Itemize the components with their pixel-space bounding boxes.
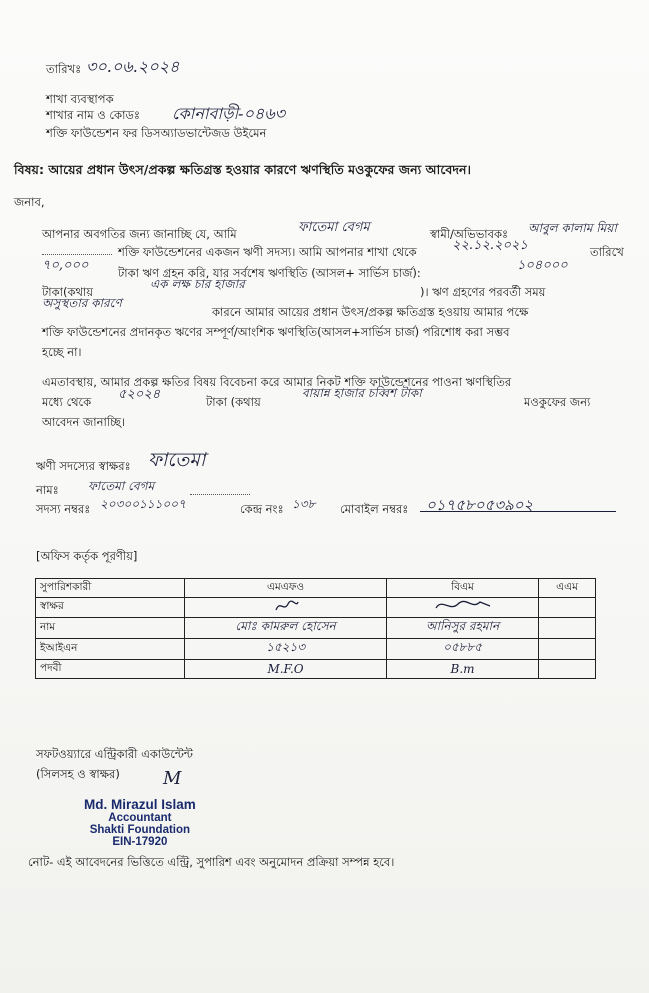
member-name-value: ফাতেমা বেগম xyxy=(88,479,155,493)
subject-line: বিষয়: আয়ের প্রধান উৎস/প্রকল্প ক্ষতিগ্রস্ত হওয়ার কারণে ঋণস্থিতি মওকুফের জন্য আবেদন। xyxy=(14,162,472,177)
seal-ein: EIN-17920 xyxy=(112,836,168,849)
body-line-3: টাকা ঋণ গ্রহন করি, যার সর্বশেষ ঋণস্থিতি (আসল+ সার্ভিস চার্জ): xyxy=(118,266,421,280)
mfo-ein: ১৫২১৩ xyxy=(185,639,387,660)
am-name xyxy=(539,618,596,639)
member-signature-label: ঋণী সদস্যের স্বাক্ষরঃ xyxy=(36,459,131,473)
balance-in-words-handwritten: এক লক্ষ চার হাজার xyxy=(150,277,245,291)
bm-signature xyxy=(387,598,539,618)
branch-value: কোনাবাড়ী-০৪৬৩ xyxy=(172,104,286,123)
member-number-value: ২০৩০০১১১০০৭ xyxy=(100,497,186,511)
date-value: ৩০.০৬.২০২৪ xyxy=(86,57,180,76)
mfo-signature xyxy=(185,598,387,618)
applicant-name-handwritten: ফাতেমা বেগম xyxy=(298,220,370,235)
bm-name: আনিসুর রহমান xyxy=(387,618,539,639)
body-p2-line-1: এমতাবস্থায়, আমার প্রকল্প ক্ষতির বিষয় বিবেচনা করে আমার নিকট শক্তি ফাউন্ডেশনের পাওনা ঋণস্থিতির xyxy=(42,375,512,389)
body-line-4b: )। ঋণ গ্রহণের পরবর্তী সময় xyxy=(420,285,546,299)
body-p2-line-2a: মধ্যে থেকে xyxy=(42,395,92,409)
footer-note: নোট- এই আবেদনের ভিত্তিতে এন্ট্রি, সুপারিশ এবং অনুমোদন প্রক্রিয়া সম্পন্ন হবে। xyxy=(28,855,395,869)
accountant-signature-icon: M xyxy=(163,768,182,789)
accountant-seal xyxy=(84,798,196,848)
am-signature xyxy=(539,598,596,618)
table-header-cell: এমএফও xyxy=(185,579,387,598)
table-row xyxy=(36,618,596,639)
dotted-line xyxy=(190,494,250,495)
seal-organization: Shakti Foundation xyxy=(89,824,191,837)
table-header-row xyxy=(36,579,596,598)
center-number-label: কেন্দ্র নংঃ xyxy=(240,502,284,516)
bm-designation: B.m xyxy=(387,660,539,679)
accountant-line-2: (সিলসহ ও স্বাক্ষর) xyxy=(36,767,120,781)
body-p2-line-2b: টাকা (কথায় xyxy=(206,395,261,409)
body-line-2a: শক্তি ফাউন্ডেশনের একজন ঋণী সদস্য। আমি আপনার শাখা থেকে xyxy=(118,245,417,259)
row-label: স্বাক্ষর xyxy=(36,598,185,618)
table-row xyxy=(36,660,596,679)
office-section-heading: [অফিস কর্তৃক পূরণীয়] xyxy=(36,549,138,563)
table-row xyxy=(36,598,596,618)
branch-label: শাখার নাম ও কোডঃ xyxy=(46,108,141,122)
salutation: জনাব, xyxy=(14,195,45,209)
mobile-number-value: ০১৭৫৮০৫৩৯০২ xyxy=(426,496,534,514)
table-header-cell: বিএম xyxy=(387,579,539,598)
loan-amount-handwritten: ৭০,০০০ xyxy=(42,258,89,273)
body-line-1b: স্বামী/অভিভাবকঃ xyxy=(430,227,509,241)
table-row xyxy=(36,639,596,660)
reason-handwritten: অসুস্থতার কারণে xyxy=(42,296,122,310)
bm-ein: ০৫৮৮৫ xyxy=(387,639,539,660)
loan-date-handwritten: ২২.১২.২০২১ xyxy=(452,238,528,253)
body-p2-line-2c: মওকুফের জন্য xyxy=(524,395,591,409)
body-line-7: হচ্ছে না। xyxy=(42,345,82,359)
member-signature: ফাতেমা xyxy=(148,449,206,471)
waiver-amount-handwritten: ৫২০২৪ xyxy=(118,387,161,402)
body-line-1a: আপনার অবগতির জন্য জানাচ্ছি যে, আমি xyxy=(42,227,237,241)
table-header-cell: সুপারিশকারী xyxy=(36,579,185,598)
seal-title: Accountant xyxy=(108,812,172,825)
body-line-5: কারনে আমার আয়ের প্রধান উৎস/প্রকল্প ক্ষতিগ্রস্ত হওয়ায় আমার পক্ষে xyxy=(212,305,529,319)
accountant-line-1: সফটওয়্যারে এন্ট্রিকারী একাউন্টেন্ট xyxy=(36,747,193,761)
signature-scribble-icon xyxy=(428,598,498,614)
table-header-cell: এএম xyxy=(539,579,596,598)
mfo-designation: M.F.O xyxy=(185,660,387,679)
seal-name: Md. Mirazul Islam xyxy=(84,797,196,812)
date-label: তারিখঃ xyxy=(46,62,82,76)
member-name-label: নামঃ xyxy=(36,483,59,497)
am-designation xyxy=(539,660,596,679)
dotted-line xyxy=(42,254,112,255)
center-number-value: ১৩৮ xyxy=(292,497,316,511)
balance-handwritten: ১০৪০০০ xyxy=(517,258,568,273)
body-p2-line-3: আবেদন জানাচ্ছি। xyxy=(42,415,126,429)
row-label: নাম xyxy=(36,618,185,639)
member-number-label: সদস্য নম্বরঃ xyxy=(36,502,91,516)
mfo-name: মোঃ কামরুল হোসেন xyxy=(185,618,387,639)
am-ein xyxy=(539,639,596,660)
mobile-number-label: মোবাইল নম্বরঃ xyxy=(340,502,409,516)
body-line-2b: তারিখে xyxy=(590,245,624,259)
waiver-in-words-handwritten: বায়ান্ন হাজার চব্বিশ টাকা xyxy=(302,386,422,400)
body-line-4a: টাকা(কথায় xyxy=(42,285,94,299)
organization-line: শক্তি ফাউন্ডেশন ফর ডিসঅ্যাডভান্টেজড উইমেন xyxy=(46,126,267,140)
mobile-underline xyxy=(420,511,616,512)
signature-scribble-icon xyxy=(266,598,306,614)
recipient-line: শাখা ব্যবস্থাপক xyxy=(46,92,114,106)
row-label: ইআইএন xyxy=(36,639,185,660)
guardian-name-handwritten: আবুল কালাম মিয়া xyxy=(528,221,617,235)
body-line-6: শক্তি ফাউন্ডেশনের প্রদানকৃত ঋণের সম্পূর্ণ/আংশিক ঋণস্থিতি(আসল+সার্ভিস চার্জ) পরিশোধ করা সম্ভব xyxy=(42,325,510,339)
recommendation-table xyxy=(35,578,596,679)
row-label: পদবী xyxy=(36,660,185,679)
